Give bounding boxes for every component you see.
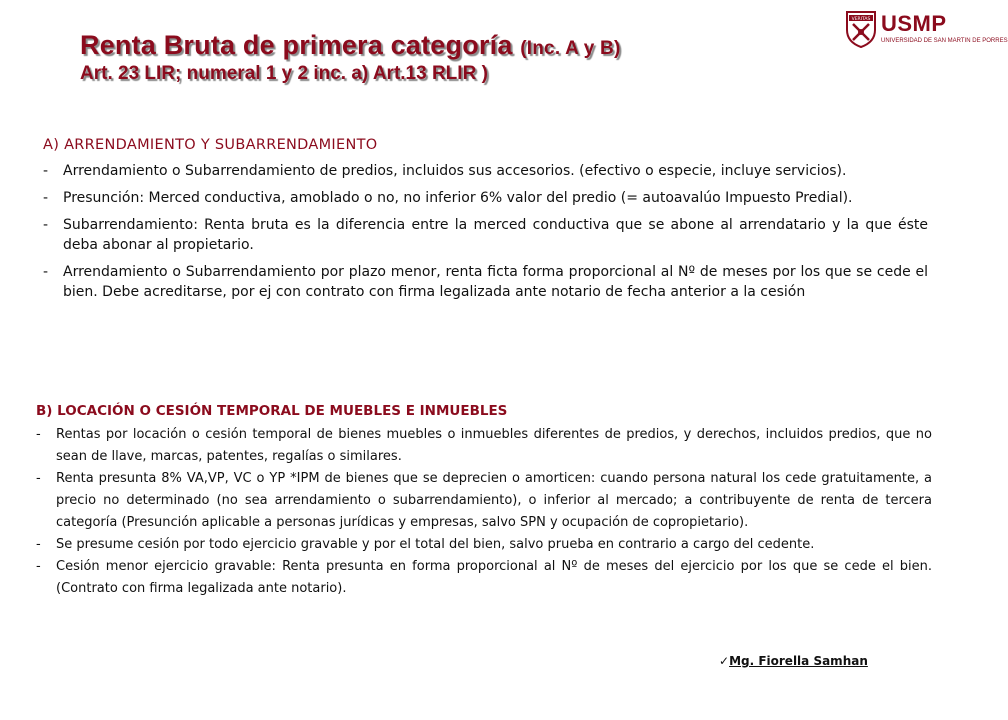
title-line-2: Art. 23 LIR; numeral 1 y 2 inc. a) Art.13 RLIR ) [80, 63, 488, 84]
dash-marker: - [36, 559, 41, 574]
slide-title [80, 30, 800, 85]
list-item [43, 161, 928, 181]
section-b-heading: B) LOCACIÓN O CESIÓN TEMPORAL DE MUEBLES E INMUEBLES [36, 403, 508, 419]
dash-marker: - [36, 471, 41, 486]
list-item [43, 188, 928, 208]
list-item [43, 215, 928, 255]
logo-subtitle: UNIVERSIDAD DE SAN MARTIN DE PORRES [881, 38, 1008, 44]
section-b [36, 403, 932, 600]
dash-marker: - [36, 427, 41, 442]
list-item-text: Renta presunta 8% VA,VP, VC o YP *IPM de bienes que se deprecien o amorticen: cuando persona natural los cede gratuitamente, a precio no determinado (no sea arrendamiento o subarrendamiento), o inferior al mercado; a contribuyente de renta de tercera categoría (Presunción aplicable a personas jurídicas y empresas, salvo SPN y ocupación de copropietario). [56, 471, 932, 530]
crest-text: VERITAS [851, 17, 871, 22]
check-icon: ✓ [719, 654, 730, 668]
logo-text: USMP [881, 11, 947, 36]
dash-marker: - [43, 264, 49, 280]
list-item [43, 262, 928, 302]
list-item-text: Cesión menor ejercicio gravable: Renta presunta en forma proporcional al Nº de meses del ejercicio por los que se cede el bien. (Contrato con firma legalizada ante notario). [56, 559, 932, 596]
usmp-logo [845, 10, 1008, 50]
dash-marker: - [43, 217, 49, 233]
list-item-text: Presunción: Merced conductiva, amoblado o no, no inferior 6% valor del predio (= autoavalúo Impuesto Predial). [63, 190, 853, 206]
list-item-text: Arrendamiento o Subarrendamiento por plazo menor, renta ficta forma proporcional al Nº de meses por los que se cede el bien. Debe acreditarse, por ej con contrato con firma legalizada ante notario de fecha anterior a la cesión [63, 264, 928, 300]
list-item [36, 534, 932, 556]
title-main: Renta Bruta de primera categoría [80, 30, 521, 60]
dash-marker: - [43, 163, 49, 179]
university-crest-icon [845, 10, 877, 48]
list-item-text: Rentas por locación o cesión temporal de bienes muebles o inmuebles diferentes de predios, y derechos, incluidos predios, que no sean de llave, marcas, patentes, regalías o similares. [56, 427, 932, 464]
author-name: Mg. Fiorella Samhan [729, 654, 868, 668]
title-small: (Inc. A y B) [520, 38, 621, 59]
section-a-heading: A) ARRENDAMIENTO Y SUBARRENDAMIENTO [43, 137, 378, 153]
list-item [36, 424, 932, 468]
dash-marker: - [36, 537, 41, 552]
section-a [43, 137, 928, 309]
list-item-text: Arrendamiento o Subarrendamiento de predios, incluidos sus accesorios. (efectivo o especie, incluye servicios). [63, 163, 847, 179]
list-item [36, 468, 932, 534]
title-line-1 [80, 30, 800, 61]
dash-marker: - [43, 190, 49, 206]
author-signature [719, 654, 868, 668]
list-item-text: Se presume cesión por todo ejercicio gravable y por el total del bien, salvo prueba en contrario a cargo del cedente. [56, 537, 815, 552]
list-item-text: Subarrendamiento: Renta bruta es la diferencia entre la merced conductiva que se abone al arrendatario y la que éste deba abonar al propietario. [63, 217, 928, 253]
list-item [36, 556, 932, 600]
